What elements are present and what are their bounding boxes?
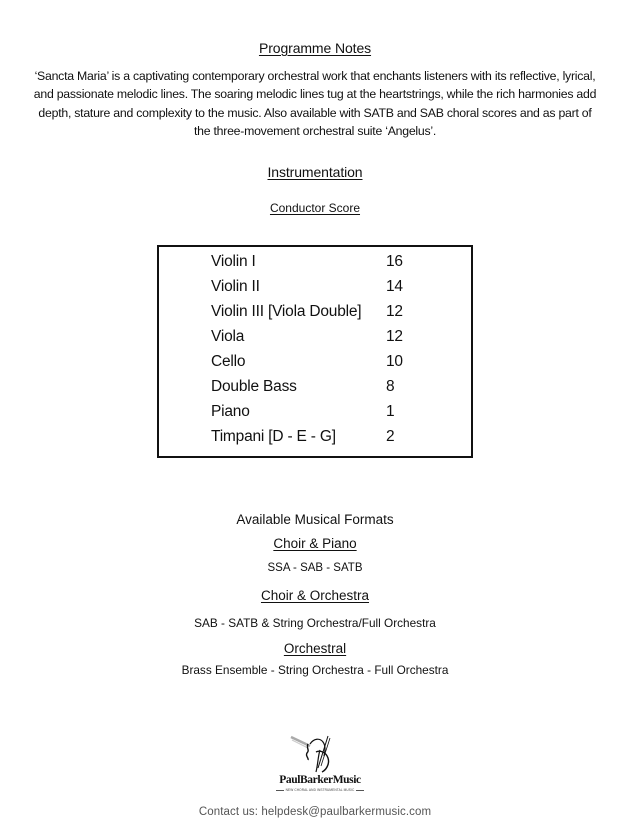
instrument-row xyxy=(211,278,461,303)
instrument-count: 10 xyxy=(386,353,403,370)
format-value-choir-piano: SSA - SAB - SATB xyxy=(267,562,363,574)
instrument-count: 2 xyxy=(386,428,395,445)
brand-tagline: NEW CHORAL AND INSTRUMENTAL MUSIC xyxy=(270,788,370,792)
instrument-row xyxy=(211,378,461,403)
format-heading-choir-orchestra: Choir & Orchestra xyxy=(260,588,370,603)
instrumentation-table xyxy=(157,245,473,458)
instrument-count: 16 xyxy=(386,253,403,270)
instrument-name: Violin I xyxy=(211,253,256,270)
instrument-name: Piano xyxy=(211,403,250,420)
format-heading-orchestral: Orchestral xyxy=(283,641,347,656)
brand-logo xyxy=(270,732,370,794)
format-value-choir-orchestra: SAB - SATB & String Orchestra/Full Orchestra xyxy=(194,616,436,630)
instrument-row xyxy=(211,303,461,328)
instrument-count: 8 xyxy=(386,378,395,395)
instrument-name: Double Bass xyxy=(211,378,297,395)
programme-notes-text: ‘Sancta Maria’ is a captivating contemporary orchestral work that enchants listeners with its reflective, lyrical, and passionate melodic lines. The soaring melodic lines tug at the heartstrings, while the rich harmonies add depth, stature and complexity to the music. Also available with SATB and SAB choral scores and as part of the three-movement orchestral suite ‘Angelus’. xyxy=(33,69,597,139)
format-value-orchestral: Brass Ensemble - String Orchestra - Full Orchestra xyxy=(181,663,449,677)
available-formats-title: Available Musical Formats xyxy=(236,512,394,527)
format-heading-choir-piano: Choir & Piano xyxy=(273,536,357,551)
instrument-row xyxy=(211,328,461,353)
instrument-name: Violin II xyxy=(211,278,260,295)
instrument-count: 1 xyxy=(386,403,395,420)
instrument-row xyxy=(211,353,461,378)
instrument-name: Timpani [D - E - G] xyxy=(211,428,336,445)
instrumentation-title: Instrumentation xyxy=(267,164,363,180)
contact-email[interactable]: Contact us: helpdesk@paulbarkermusic.com xyxy=(198,806,432,818)
conductor-score-label: Conductor Score xyxy=(269,201,361,215)
instrument-name: Cello xyxy=(211,353,246,370)
instrument-name: Violin III [Viola Double] xyxy=(211,303,362,320)
instrument-name: Viola xyxy=(211,328,245,345)
violinist-icon xyxy=(288,732,348,774)
instrument-count: 14 xyxy=(386,278,403,295)
programme-notes-title: Programme Notes xyxy=(258,40,372,56)
instrument-count: 12 xyxy=(386,328,403,345)
brand-name: PaulBarkerMusic xyxy=(279,774,361,786)
instrument-row xyxy=(211,428,461,453)
instrument-row xyxy=(211,403,461,428)
instrument-count: 12 xyxy=(386,303,403,320)
instrument-row xyxy=(211,253,461,278)
